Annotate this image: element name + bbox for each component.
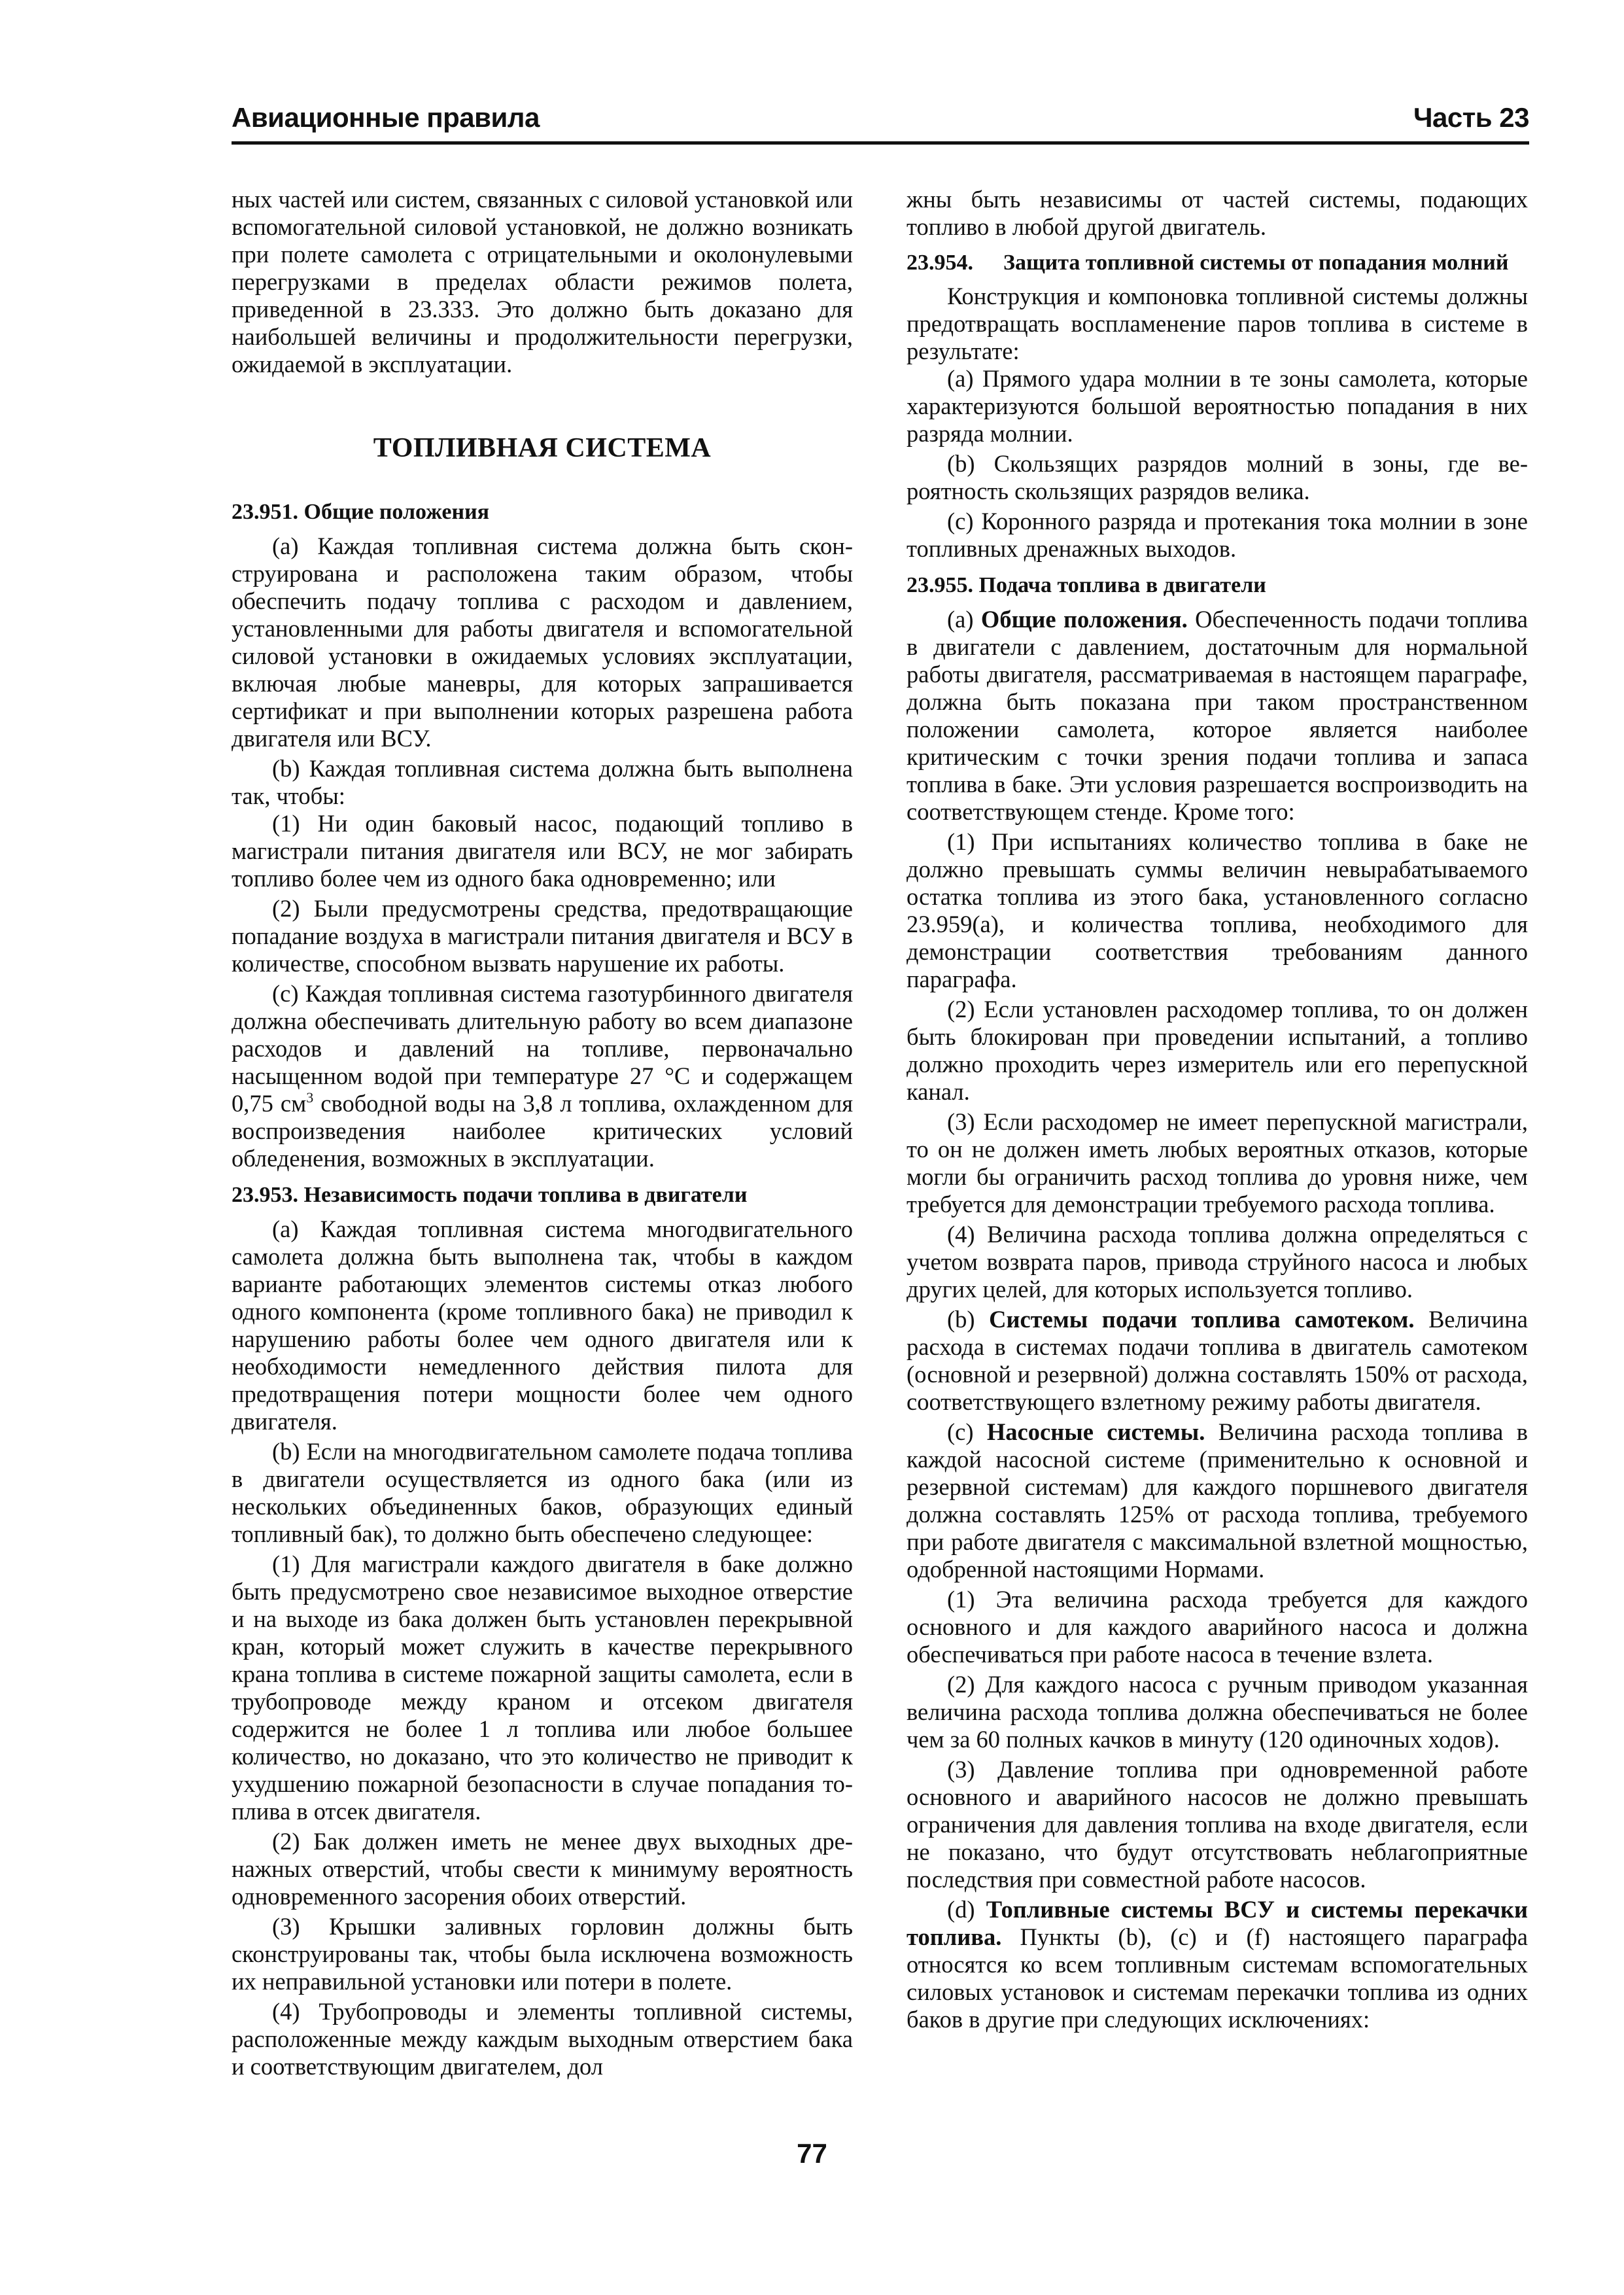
clause-23-953-title: 23.953. Независимость подачи топлива в двигатели — [232, 1183, 748, 1207]
clause-23-951-c — [232, 980, 853, 1172]
clause-23-955-d-heading: Топливные системы ВСУ и системы перекачки топлива. — [907, 1896, 1528, 1950]
clause-23-955-a-text: Обеспеченность подачи топлива в двигатели с давлением, достаточным для нормальной работы двигателя, рассматриваемая в настоящем параграфе, должна быть показана при таком пространственном положении самолета, которое является наиболее критическим с точки зрения подачи топлива и запаса топлива в баке. Эти условия разрешается воспроизводить на соответствующем стенде. Кроме того: — [907, 606, 1528, 825]
clause-23-955-c-heading: Насосные системы. — [986, 1418, 1205, 1445]
clause-23-954-heading — [907, 250, 1528, 276]
clause-23-953-b: (b) Если на многодвигательном самолете подача топлива в двигатели осуществляется из одного бака (или из нескольких объединенных баков, образующих единый топливный бак), то должно быть обеспечено следующее: — [232, 1438, 853, 1547]
clause-23-955-a1: (1) При испытаниях количество топлива в баке не должно превышать суммы величин невырабатываемого остатка топлива из этого бака, установленного согласно 23.959(a), и количества топлива, необходимого для демонстрации соответствия требованиям данного параграфа. — [907, 828, 1528, 992]
clause-23-955-a-label: (a) — [947, 606, 981, 633]
header-title: Авиационные правила — [232, 102, 540, 133]
clause-23-955-c2: (2) Для каждого насоса с ручным приводом указанная величина расхода топлива должна обеспечиваться не более чем за 60 полных качков в минуту (120 одиночных ходов). — [907, 1671, 1528, 1753]
clause-23-955-c-label: (c) — [947, 1418, 987, 1445]
clause-23-954-number: 23.954. — [907, 251, 973, 275]
clause-23-951-title: 23.951. Общие положения — [232, 500, 490, 524]
right-column — [907, 186, 1528, 2033]
clause-23-953-b4: (4) Трубопроводы и элементы топливной системы, расположенные между каждым выходным отверстием бака и соответствующим двигателем, дол — [232, 1998, 853, 2080]
clause-23-955-c — [907, 1418, 1528, 1583]
clause-23-951-b2: (2) Были предусмотрены средства, предотвращающие попадание воздуха в магистрали питания двигателя и ВСУ в количестве, способном вызвать нарушение их работы. — [232, 895, 853, 977]
clause-23-954-intro: Конструкция и компоновка топливной системы должны предотвращать воспламенение паров топлива в системе в результате: — [907, 283, 1528, 364]
clause-23-955-c-text: Величина расхода топлива в каждой насосной системе (применительно к основной и резервной системам) для каждого поршневого двигателя должна составлять 125% от расхода топлива, требуемого при работе двигателя с максимальной взлетной мощностью, одобренной настоящими Нормами. — [907, 1418, 1528, 1583]
page-number: 77 — [797, 2138, 827, 2169]
superscript-cube: 3 — [306, 1089, 314, 1106]
clause-23-951-c-part1: (c) Каждая топливная система газотурбинного двигателя должна обеспечивать длительную работу во всем диапазоне расходов и давлений на топливе, первоначально насыщенном водой при температуре 27 °С и содержащем 0,75 см — [232, 980, 853, 1117]
clause-23-954-a: (a) Прямого удара молнии в те зоны самолета, которые характеризуются большой вероятностью попадания в них разряда молнии. — [907, 365, 1528, 447]
section-title: ТОПЛИВНАЯ СИСТЕМА — [373, 433, 712, 463]
clause-23-951-b1: (1) Ни один баковый насос, подающий топливо в магистрали питания двигателя или ВСУ, не мог забирать топливо более чем из одного бака одновременно; или — [232, 810, 853, 892]
clause-23-953-b1: (1) Для магистрали каждого двигателя в баке должно быть предусмотрено свое независимое выходное отверстие и на выходе из бака должен быть установлен перекрывной кран, который может служить в качестве перекрывного крана топлива в системе пожарной защиты самолета, если в трубопроводе между краном и отсеком двигателя содержится не более 1 л топлива или любое большее количество, но доказано, что это количество не приводит к ухудшению пожарной безопасности в случае попадания топлива в отсек двигателя. — [232, 1550, 853, 1825]
header-rule — [232, 141, 1529, 145]
clause-23-955-a3: (3) Если расходомер не имеет перепускной магистрали, то он не должен иметь любых вероятных отказов, которые могли бы ограничить расход топлива до уровня ниже, чем требуется для демонстрации требуемого расхода топлива. — [907, 1108, 1528, 1218]
clause-23-955-b-heading: Системы подачи топлива самотеком. — [989, 1306, 1415, 1333]
clause-23-955-b — [907, 1306, 1528, 1416]
clause-23-955-d-label: (d) — [947, 1896, 986, 1923]
clause-23-954-title: Защита топливной системы от попадания молний — [1003, 251, 1509, 275]
running-header — [232, 98, 1529, 137]
clause-23-953-b3: (3) Крышки заливных горловин должны быть сконструированы так, чтобы была исключена возможность их неправильной установки или потери в полете. — [232, 1913, 853, 1995]
continued-paragraph-right: жны быть независимы от частей системы, подающих топливо в любой другой двигатель. — [907, 186, 1528, 240]
clause-23-955-b-label: (b) — [947, 1306, 990, 1333]
continued-paragraph: ных частей или систем, связанных с силовой установкой или вспомогательной силовой установкой, не должно возникать при полете самолета с отрицательными и околонулевыми перегрузками в пределах области режимов полета, приведенной в 23.333. Это должно быть доказано для наибольшей величины и продолжительности перегрузки, ожидаемой в эксплуатации. — [232, 186, 853, 377]
clause-23-953-a: (a) Каждая топливная система многодвигательного самолета должна быть выполнена так, чтобы в каждом варианте работающих элементов системы отказ любого одного компонента (кроме топливного бака) не приводил к нарушению работы более чем одного двигателя или к необходимости немедленного действия пилота для предотвращения потери мощности более чем одного двигателя. — [232, 1216, 853, 1435]
clause-23-955-d — [907, 1896, 1528, 2033]
clause-23-955-b-text: Величина расхода в системах подачи топлива в двигатель самотеком (основной и резервной) должна составлять 150% от расхода, соответствующего взлетному режиму работы двигателя. — [907, 1306, 1529, 1415]
clause-23-955-title: 23.955. Подача топлива в двигатели — [907, 573, 1266, 597]
clause-23-951-b: (b) Каждая топливная система должна быть выполнена так, чтобы: — [232, 755, 853, 809]
left-column — [232, 186, 853, 2080]
clause-23-955-a — [907, 606, 1528, 826]
clause-23-955-a2: (2) Если установлен расходомер топлива, то он должен быть блокирован при проведении испытаний, а топливо должно проходить через измеритель или его перепускной канал. — [907, 996, 1528, 1105]
clause-23-955-c1: (1) Эта величина расхода требуется для каждого основного и для каждого аварийного насоса и должна обеспечиваться при работе насоса в течение взлета. — [907, 1586, 1528, 1668]
clause-23-954-c: (c) Коронного разряда и протекания тока молнии в зоне топливных дренажных выходов. — [907, 508, 1528, 562]
clause-23-955-a4: (4) Величина расхода топлива должна определяться с учетом возврата паров, привода струйного насоса и любых других целей, для которых используется топливо. — [907, 1221, 1528, 1303]
clause-23-955-a-heading: Общие положения. — [980, 606, 1188, 633]
clause-23-953-b2: (2) Бак должен иметь не менее двух выходных дренажных отверстий, чтобы свести к минимуму вероятность одновременного засорения обоих отверстий. — [232, 1828, 853, 1910]
clause-23-955-d-text: Пункты (b), (c) и (f) настоящего параграфа относятся ко всем топливным системам вспомогательных силовых установок и системам перекачки топлива из одних баков в другие при следующих исключениях: — [907, 1923, 1528, 2033]
header-part: Часть 23 — [1413, 102, 1529, 133]
clause-23-954-b: (b) Скользящих разрядов молний в зоны, где вероятность скользящих разрядов велика. — [907, 450, 1528, 504]
clause-23-951-c-part2: свободной воды на 3,8 л топлива, охлажденном для воспроизведения наиболее критических условий обледенения, возможных в эксплуатации. — [232, 1090, 853, 1172]
clause-23-955-c3: (3) Давление топлива при одновременной работе основного и аварийного насосов не должно превышать ограничения для давления топлива на входе двигателя, если не показано, что будут отсутствовать неблагоприятные последствия при совместной работе насосов. — [907, 1756, 1528, 1893]
clause-23-951-a: (a) Каждая топливная система должна быть сконструирована и расположена таким образом, чтобы обеспечить подачу топлива с расходом и давлением, установленными для работы двигателя и вспомогательной силовой установки в ожидаемых условиях эксплуатации, включая любые маневры, для которых запрашивается сертификат и при выполнении которых разрешена работа двигателя или ВСУ. — [232, 533, 853, 752]
